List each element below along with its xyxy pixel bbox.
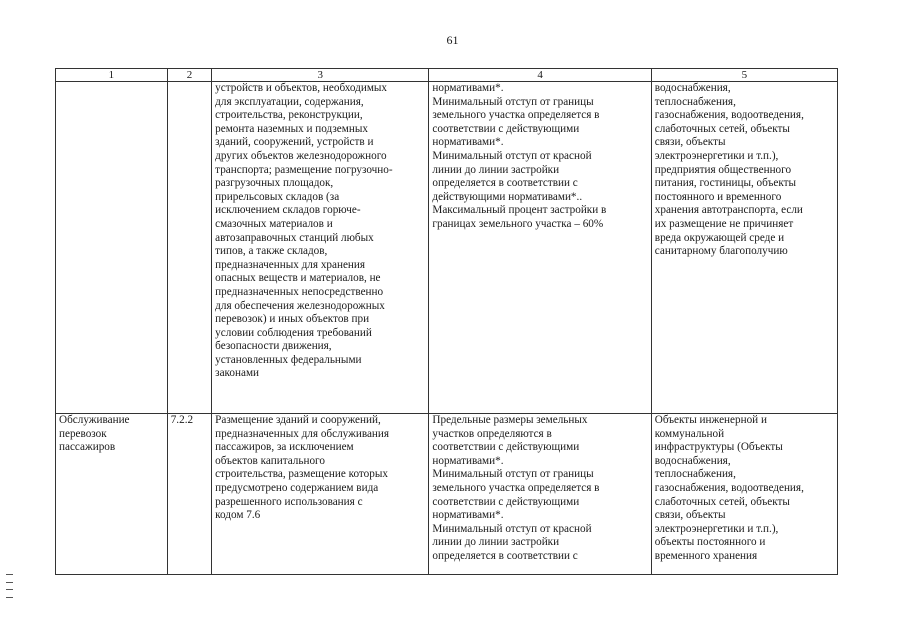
table-row (56, 82, 838, 414)
cell-auxiliary-uses: водоснабжения, теплоснабжения, газоснабжения, водоотведения, слаботочных сетей, объекты связи, объекты электроэнергетики и т.п.), предприятия общественного питания, гостиницы, объекты постоянного и временного хранения автотранспорта, если их размещение не причиняет вреда окружающей среде и санитарному благополучию (651, 82, 837, 414)
cell-use-description: устройств и объектов, необходимых для эксплуатации, содержания, строительства, реконструкции, ремонта наземных и подземных зданий, сооружений, устройств и других объектов железнодорожного транспорта; размещение погрузочно- разгрузочных площадок, прирельсовых складов (за исключением складов горюче- смазочных материалов и автозаправочных станций любых типов, а также складов, предназначенных для хранения опасных веществ и материалов, не предназначенных непосредственно для обеспечения железнодорожных перевозок) и иных объектов при условии соблюдения требований безопасности движения, установленных федеральными законами (212, 82, 429, 414)
table-row (56, 414, 838, 575)
cell-auxiliary-uses: Объекты инженерной и коммунальной инфраструктуры (Объекты водоснабжения, теплоснабжения, газоснабжения, водоотведения, слаботочных сетей, объекты связи, объекты электроэнергетики и т.п.), объекты постоянного и временного хранения (651, 414, 837, 575)
column-header-4: 4 (429, 69, 651, 82)
cell-use-description: Размещение зданий и сооружений, предназначенных для обслуживания пассажиров, за исключением объектов капитального строительства, размещение которых предусмотрено содержанием вида разрешенного использования с кодом 7.6 (212, 414, 429, 575)
cell-parameters: нормативами*. Минимальный отступ от границы земельного участка определяется в соответствии с действующими нормативами*. Минимальный отступ от красной линии до линии застройки определяется в соответствии с действующими нормативами*.. Максимальный процент застройки в границах земельного участка – 60% (429, 82, 651, 414)
cell-use-code (167, 82, 211, 414)
column-header-3: 3 (212, 69, 429, 82)
cell-use-code: 7.2.2 (167, 414, 211, 575)
zoning-table (55, 68, 838, 575)
column-header-5: 5 (651, 69, 837, 82)
column-header-1: 1 (56, 69, 168, 82)
column-header-2: 2 (167, 69, 211, 82)
cell-parameters: Предельные размеры земельных участков определяются в соответствии с действующими нормативами*. Минимальный отступ от границы земельного участка определяется в соответствии с действующими нормативами*. Минимальный отступ от красной линии до линии застройки определяется в соответствии с (429, 414, 651, 575)
table-header-row (56, 69, 838, 82)
page-number: 61 (446, 33, 459, 47)
margin-binding-marks (6, 574, 13, 598)
cell-use-name: Обслуживание перевозок пассажиров (56, 414, 168, 575)
cell-use-name (56, 82, 168, 414)
